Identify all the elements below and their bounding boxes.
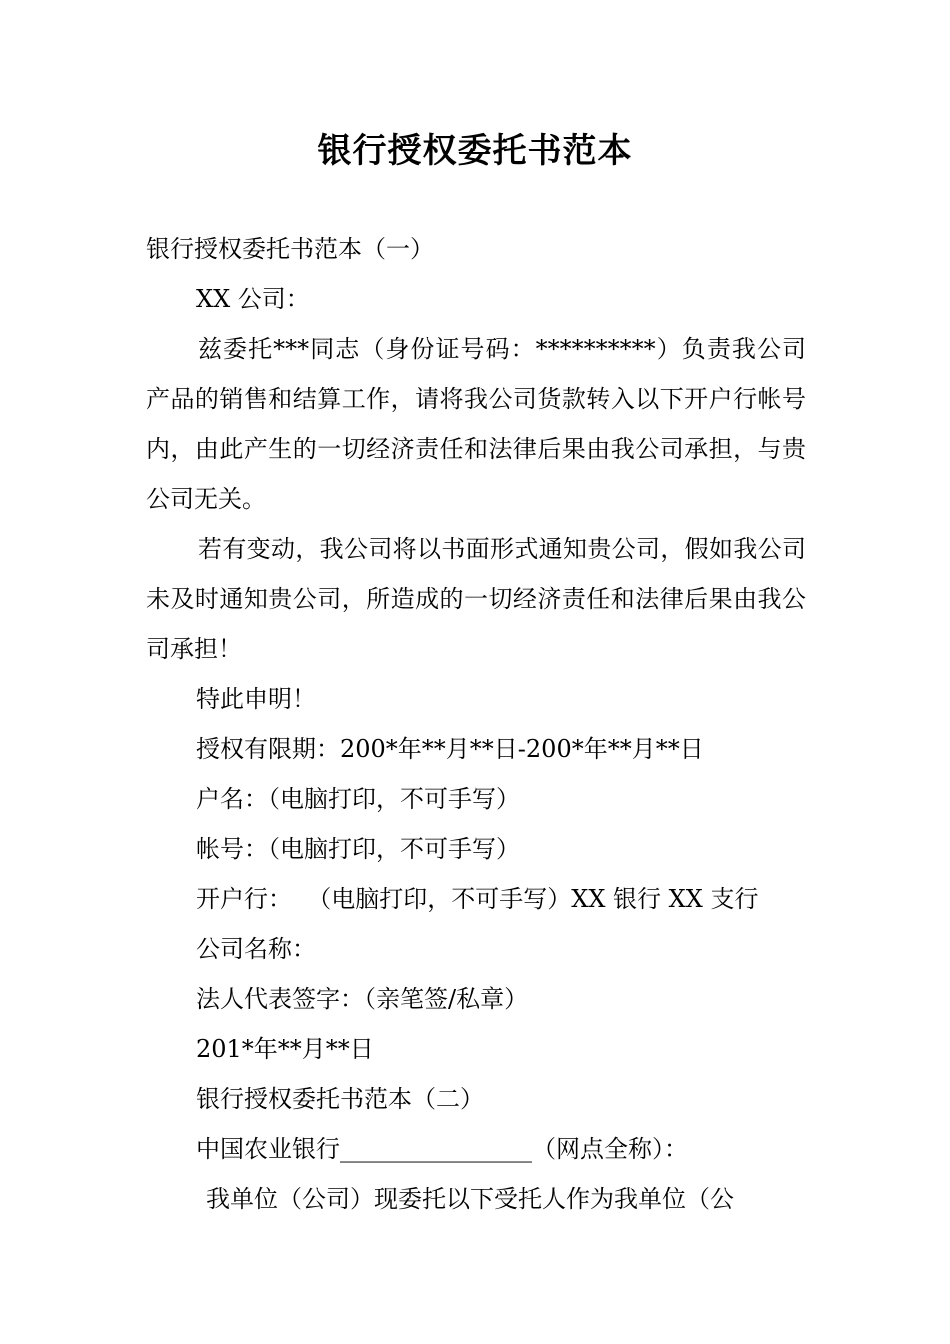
document-title: 银行授权委托书范本 (317, 131, 633, 171)
document-body (146, 224, 806, 1224)
signature-date: 201*年**月**日 (196, 1035, 374, 1063)
validity-period: 授权有限期：200*年**月**日-200*年**月**日 (196, 735, 704, 763)
salutation: XX 公司： (196, 285, 310, 313)
declaration: 特此申明！ (196, 685, 316, 713)
paragraph-delegation: 我单位（公司）现委托以下受托人作为我单位（公 (206, 1185, 734, 1213)
section-heading-1: 银行授权委托书范本（一） (146, 235, 434, 263)
account-name-field: 户名：（电脑打印，不可手写） (196, 785, 520, 813)
paragraph-entrustment: 兹委托***同志（身份证号码：**********）负责我公司产品的销售和结算工作，请将我公司货款转入以下开户行帐号内，由此产生的一切经济责任和法律后果由我公司承担，与贵公司无关。 (146, 335, 806, 513)
company-name-field: 公司名称： (196, 935, 316, 963)
section-heading-2: 银行授权委托书范本（二） (196, 1085, 484, 1113)
account-number-field: 帐号：（电脑打印，不可手写） (196, 835, 520, 863)
opening-bank-field: 开户行： （电脑打印，不可手写）XX 银行 XX 支行 (196, 885, 759, 913)
bank-branch-line: 中国农业银行________________（网点全称）： (196, 1135, 688, 1163)
paragraph-changes: 若有变动，我公司将以书面形式通知贵公司，假如我公司未及时通知贵公司，所造成的一切经济责任和法律后果由我公司承担！ (146, 535, 806, 663)
legal-representative-signature: 法人代表签字：（亲笔签/私章） (196, 985, 529, 1013)
